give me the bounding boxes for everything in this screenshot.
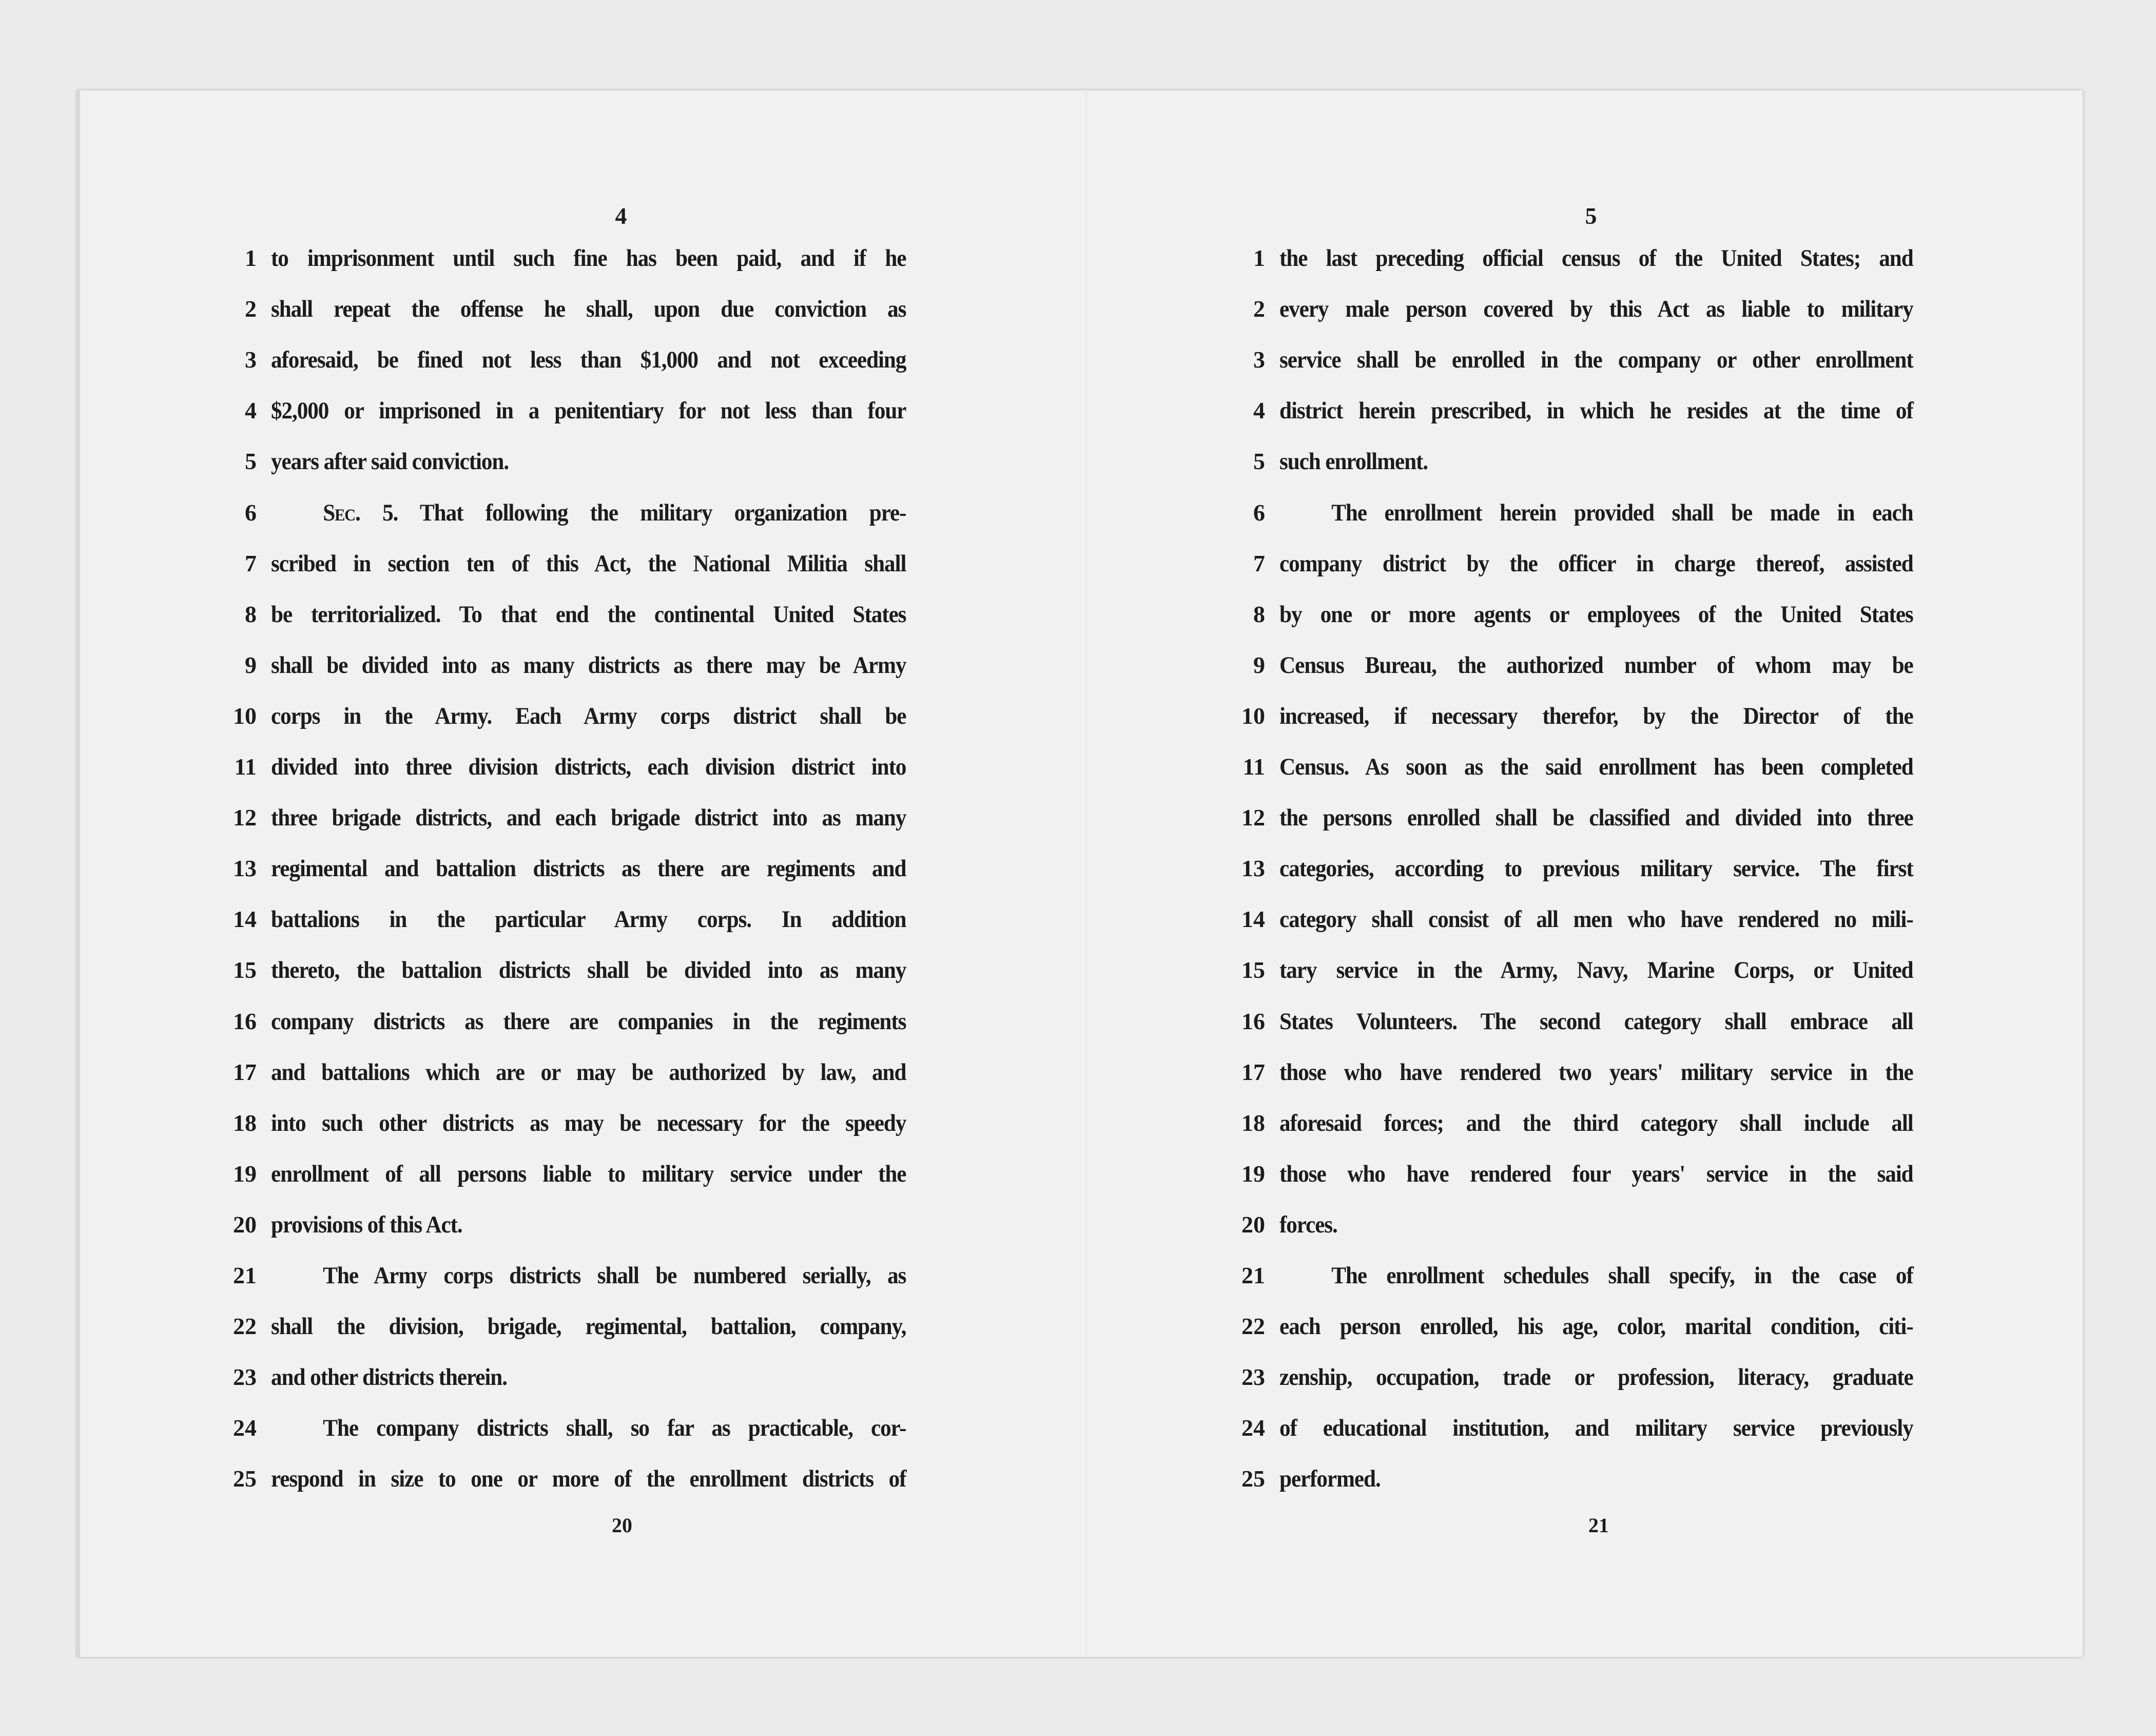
line-text: three brigade districts, and each brigade district into as many [271, 804, 906, 832]
line-text: regimental and battalion districts as there are regiments and [271, 855, 906, 882]
line-number: 11 [234, 754, 257, 780]
line-text: forces. [1279, 1211, 1337, 1238]
line-text: scribed in section ten of this Act, the National Militia shall [271, 550, 906, 577]
page-footer-number: 21 [1588, 1514, 1609, 1537]
line-number: 8 [245, 601, 257, 627]
line-text: $2,000 or imprisoned in a penitentiary for not less than four [271, 397, 906, 425]
text-line [226, 550, 961, 596]
line-text: of educational institution, and military service previously [1279, 1415, 1913, 1442]
line-text: battalions in the particular Army corps. In addition [271, 906, 906, 933]
line-number: 8 [1253, 601, 1265, 627]
text-line [1234, 753, 1968, 799]
text-line [226, 295, 961, 341]
line-text: the persons enrolled shall be classified and divided into three [1279, 804, 1913, 832]
line-number: 15 [1241, 957, 1265, 983]
text-line [226, 448, 961, 494]
page-header-number: 5 [1585, 203, 1597, 229]
text-line [1234, 1262, 1968, 1308]
line-number: 4 [1253, 397, 1265, 424]
text-line [226, 1211, 961, 1257]
line-number: 9 [1253, 651, 1265, 678]
line-text: performed. [1279, 1465, 1381, 1493]
text-line [226, 1414, 961, 1460]
line-text: divided into three division districts, each division district into [271, 754, 906, 780]
line-number: 9 [245, 651, 257, 678]
right-page [1088, 90, 2083, 1657]
line-number: 16 [1241, 1008, 1265, 1034]
line-text: and battalions which are or may be authorized by law, and [271, 1058, 906, 1086]
text-line [1234, 804, 1968, 850]
line-text: to imprisonment until such fine has been paid, and if he [271, 245, 906, 272]
line-number: 25 [1241, 1465, 1265, 1492]
text-line [1234, 550, 1968, 596]
text-line [226, 702, 961, 748]
text-line [1234, 1058, 1968, 1105]
line-number: 20 [1241, 1211, 1265, 1238]
line-number: 6 [245, 499, 257, 526]
text-line [226, 1058, 961, 1105]
line-number: 12 [233, 804, 257, 831]
line-text: shall be divided into as many districts as there may be Army [271, 651, 906, 679]
line-text: Census. As soon as the said enrollment has been completed [1279, 754, 1913, 780]
text-line [1234, 1008, 1968, 1054]
text-line [226, 499, 961, 545]
line-number: 14 [233, 906, 257, 933]
line-text: such enrollment. [1279, 448, 1428, 475]
line-text: zenship, occupation, trade or profession, literacy, graduate [1279, 1364, 1913, 1391]
line-text: shall the division, brigade, regimental, battalion, company, [271, 1313, 906, 1340]
text-line [1234, 295, 1968, 341]
line-text: the last preceding official census of the United States; and [1279, 245, 1913, 272]
text-line [226, 1262, 961, 1308]
line-number: 22 [233, 1313, 257, 1340]
line-number: 24 [1241, 1415, 1265, 1441]
line-number: 1 [245, 245, 257, 271]
text-line [1234, 855, 1968, 901]
line-text: provisions of this Act. [271, 1211, 462, 1238]
line-text: aforesaid, be fined not less than $1,000 and not exceeding [271, 346, 906, 374]
text-line [1234, 956, 1968, 1002]
text-line [1234, 346, 1968, 392]
line-text: respond in size to one or more of the enrollment districts of [271, 1465, 906, 1493]
text-line [226, 1160, 961, 1206]
line-text: years after said conviction. [271, 448, 509, 475]
line-number: 3 [245, 346, 257, 373]
text-line [1234, 1414, 1968, 1460]
page-footer-number: 20 [612, 1514, 632, 1537]
text-line [226, 804, 961, 850]
line-number: 2 [245, 296, 257, 322]
line-number: 20 [233, 1211, 257, 1238]
line-number: 25 [233, 1465, 257, 1492]
text-line [1234, 702, 1968, 748]
left-page [77, 90, 1086, 1657]
text-line [226, 601, 961, 647]
line-number: 16 [233, 1008, 257, 1034]
line-text: service shall be enrolled in the company or other enrollment [1279, 346, 1913, 374]
line-text: those who have rendered two years' military service in the [1279, 1058, 1913, 1086]
line-text: thereto, the battalion districts shall be divided into as many [271, 957, 906, 984]
line-number: 18 [1241, 1109, 1265, 1136]
text-line [226, 753, 961, 799]
line-text: The company districts shall, so far as practicable, cor- [323, 1415, 906, 1442]
line-text: every male person covered by this Act as liable to military [1279, 296, 1913, 323]
line-number: 19 [1241, 1160, 1265, 1187]
line-number: 17 [1241, 1058, 1265, 1085]
line-text: States Volunteers. The second category shall embrace all [1279, 1008, 1913, 1035]
line-text: and other districts therein. [271, 1364, 507, 1391]
line-text: tary service in the Army, Navy, Marine Corps, or United [1279, 957, 1913, 984]
text-line [1234, 651, 1968, 698]
text-line [1234, 1363, 1968, 1410]
line-number: 13 [1241, 855, 1265, 882]
document-spread [77, 90, 2083, 1657]
text-line [1234, 397, 1968, 443]
line-number: 13 [233, 855, 257, 882]
line-number: 10 [233, 702, 257, 729]
text-line [1234, 905, 1968, 952]
text-line [226, 1363, 961, 1410]
text-line [1234, 448, 1968, 494]
line-text: company district by the officer in charge thereof, assisted [1279, 550, 1913, 577]
line-number: 2 [1253, 296, 1265, 322]
line-number: 23 [233, 1364, 257, 1391]
line-text: corps in the Army. Each Army corps district shall be [271, 702, 906, 729]
line-number: 19 [233, 1160, 257, 1187]
line-text: Sec. 5. That following the military organization pre- [323, 499, 906, 526]
text-line [226, 1008, 961, 1054]
line-text: The enrollment schedules shall specify, in the case of [1331, 1262, 1913, 1289]
line-number: 22 [1241, 1313, 1265, 1340]
text-line [1234, 601, 1968, 647]
line-number: 21 [233, 1262, 257, 1288]
text-line [226, 346, 961, 392]
line-number: 7 [1253, 550, 1265, 576]
line-text: categories, according to previous military service. The first [1279, 855, 1913, 882]
text-line [226, 1109, 961, 1155]
line-text: enrollment of all persons liable to military service under the [271, 1160, 906, 1187]
line-text: shall repeat the offense he shall, upon due conviction as [271, 296, 906, 323]
text-line [1234, 244, 1968, 291]
text-line [1234, 1211, 1968, 1257]
line-number: 10 [1241, 702, 1265, 729]
line-text: into such other districts as may be necessary for the speedy [271, 1109, 906, 1136]
line-text: aforesaid forces; and the third category shall include all [1279, 1109, 1913, 1136]
line-number: 21 [1241, 1262, 1265, 1288]
text-line [1234, 1160, 1968, 1206]
line-text: be territorialized. To that end the continental United States [271, 601, 906, 628]
line-text: category shall consist of all men who have rendered no mili- [1279, 906, 1913, 933]
text-line [226, 1465, 961, 1511]
line-text: district herein prescribed, in which he resides at the time of [1279, 397, 1913, 425]
text-line [1234, 1109, 1968, 1155]
line-number: 12 [1241, 804, 1265, 831]
line-number: 17 [233, 1058, 257, 1085]
text-line [226, 1313, 961, 1359]
text-line [226, 956, 961, 1002]
text-line [226, 855, 961, 901]
line-number: 23 [1241, 1364, 1265, 1391]
line-number: 24 [233, 1415, 257, 1441]
line-text: Census Bureau, the authorized number of whom may be [1279, 651, 1913, 679]
line-number: 1 [1253, 245, 1265, 271]
line-text: increased, if necessary therefor, by the Director of the [1279, 702, 1913, 729]
text-line [226, 905, 961, 952]
line-number: 14 [1241, 906, 1265, 933]
text-line [226, 244, 961, 291]
line-text: The enrollment herein provided shall be made in each [1331, 499, 1913, 526]
line-number: 3 [1253, 346, 1265, 373]
line-number: 6 [1253, 499, 1265, 526]
line-number: 5 [245, 448, 257, 475]
line-number: 18 [233, 1109, 257, 1136]
text-line [226, 651, 961, 698]
line-text: company districts as there are companies in the regiments [271, 1008, 906, 1035]
line-text: each person enrolled, his age, color, marital condition, citi- [1279, 1313, 1913, 1340]
line-number: 4 [245, 397, 257, 424]
line-text: those who have rendered four years' service in the said [1279, 1160, 1913, 1187]
line-text: by one or more agents or employees of the United States [1279, 601, 1913, 628]
line-number: 7 [245, 550, 257, 576]
text-line [226, 397, 961, 443]
page-header-number: 4 [615, 203, 627, 229]
line-text: The Army corps districts shall be numbered serially, as [323, 1262, 906, 1289]
text-line [1234, 499, 1968, 545]
line-number: 5 [1253, 448, 1265, 475]
text-line [1234, 1313, 1968, 1359]
text-line [1234, 1465, 1968, 1511]
line-number: 15 [233, 957, 257, 983]
line-number: 11 [1242, 754, 1265, 780]
